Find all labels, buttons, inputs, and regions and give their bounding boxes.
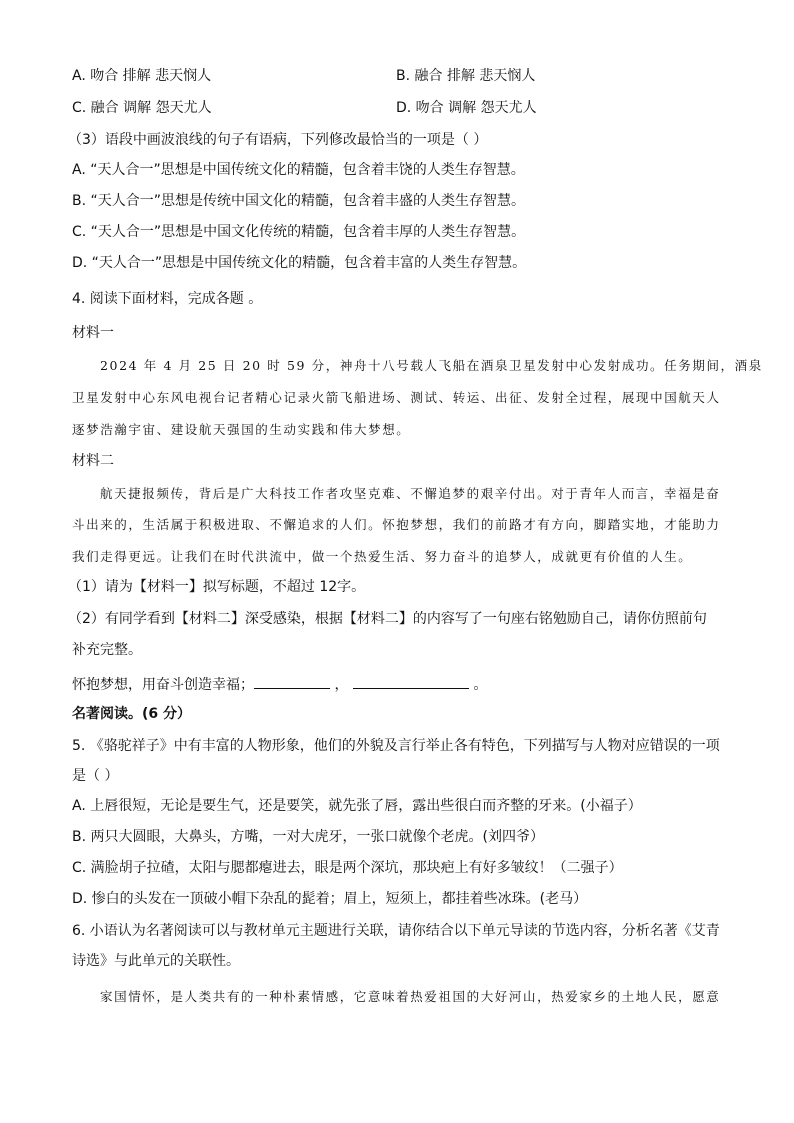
- q5-stem: 5. 《骆驼祥子》中有丰富的人物形象，他们的外貌及言行举止各有特色，下列描写与人物对应错误的一项: [72, 738, 720, 754]
- material-one-line: 逐梦浩瀚宇宙、建设航天强国的生动实践和伟大梦想。: [72, 422, 411, 437]
- answer-blank-2[interactable]: [353, 674, 469, 689]
- q5-option-C: C. 满脸胡子拉碴，太阳与腮都瘪进去，眼是两个深坑，那块疤上有好多皱纹！（二强子）: [72, 860, 623, 876]
- option-D: D. 吻合 调解 怨天尤人: [396, 100, 537, 116]
- answer-blank-1[interactable]: [254, 674, 330, 689]
- option-B: B. 融合 排解 悲天悯人: [396, 68, 536, 84]
- q6-excerpt: 家国情怀，是人类共有的一种朴素情感，它意味着热爱祖国的大好河山，热爱家乡的土地人民，愿意: [100, 989, 721, 1004]
- q3-option-A: A. “天人合一”思想是中国传统文化的精髓，包含着丰饶的人类生存智慧。: [72, 162, 525, 178]
- q4-sub2: （2）有同学看到【材料二】深受感染，根据【材料二】的内容写了一句座右铭勉励自己，请你仿照前句: [68, 611, 707, 627]
- material-two-line: 斗出来的，生活属于积极进取、不懈追求的人们。怀抱梦想，我们的前路才有方向，脚踏实地，才能助力: [72, 517, 721, 532]
- motto-comma: ，: [334, 677, 349, 693]
- q6-stem: 6. 小语认为名著阅读可以与教材单元主题进行关联，请你结合以下单元导读的节选内容，分析名著《艾青: [72, 923, 720, 939]
- q5-stem-continued: 是（ ）: [72, 768, 119, 784]
- motto-end: 。: [473, 677, 488, 693]
- option-A: A. 吻合 排解 悲天悯人: [72, 68, 212, 84]
- q3-option-C: C. “天人合一”思想是中国文化传统的精髓，包含着丰厚的人类生存智慧。: [72, 224, 526, 240]
- q4-sub1: （1）请为【材料一】拟写标题，不超过 12字。: [68, 579, 366, 595]
- material-two-line: 航天捷报频传，背后是广大科技工作者攻坚克难、不懈追梦的艰辛付出。对于青年人而言，幸福是奋: [100, 486, 721, 501]
- material-one-line: 卫星发射中心东风电视台记者精心记录火箭飞船进场、测试、转运、出征、发射全过程，展现中国航天人: [72, 390, 721, 405]
- motto-prefix: 怀抱梦想，用奋斗创造幸福；: [72, 677, 254, 693]
- q5-option-D: D. 惨白的头发在一顶破小帽下杂乱的髭着；眉上，短须上，都挂着些冰珠。(老马）: [72, 891, 588, 907]
- material-two-line: 我们走得更远。让我们在时代洪流中，做一个热爱生活、努力奋斗的追梦人，成就更有价值的人生。: [72, 549, 693, 564]
- section-title: 名著阅读。(6 分）: [72, 706, 192, 722]
- q3-option-B: B. “天人合一”思想是传统中国文化的精髓，包含着丰盛的人类生存智慧。: [72, 193, 526, 209]
- option-C: C. 融合 调解 怨天尤人: [72, 100, 212, 116]
- q3-option-D: D. “天人合一”思想是中国传统文化的精髓，包含着丰富的人类生存智慧。: [72, 255, 527, 271]
- q5-option-A: A. 上唇很短，无论是要生气，还是要笑，就先张了唇，露出些很白而齐整的牙来。(小福子）: [72, 798, 642, 814]
- q4-stem: 4. 阅读下面材料，完成各题 。: [72, 291, 263, 307]
- material-two-title: 材料二: [72, 453, 114, 469]
- material-one-title: 材料一: [72, 325, 114, 341]
- motto-fill-line: [72, 674, 487, 695]
- q6-stem-continued: 诗选》与此单元的关联性。: [72, 953, 240, 969]
- q3-stem: （3）语段中画波浪线的句子有语病，下列修改最恰当的一项是（ ）: [68, 132, 488, 148]
- q4-sub2-continued: 补充完整。: [72, 642, 142, 658]
- q5-option-B: B. 两只大圆眼，大鼻头，方嘴，一对大虎牙，一张口就像个老虎。(刘四爷）: [72, 829, 544, 845]
- material-one-line: 2024 年 4 月 25 日 20 时 59 分，神舟十八号载人飞船在酒泉卫星发射中心发射成功。任务期间，酒泉: [100, 358, 763, 373]
